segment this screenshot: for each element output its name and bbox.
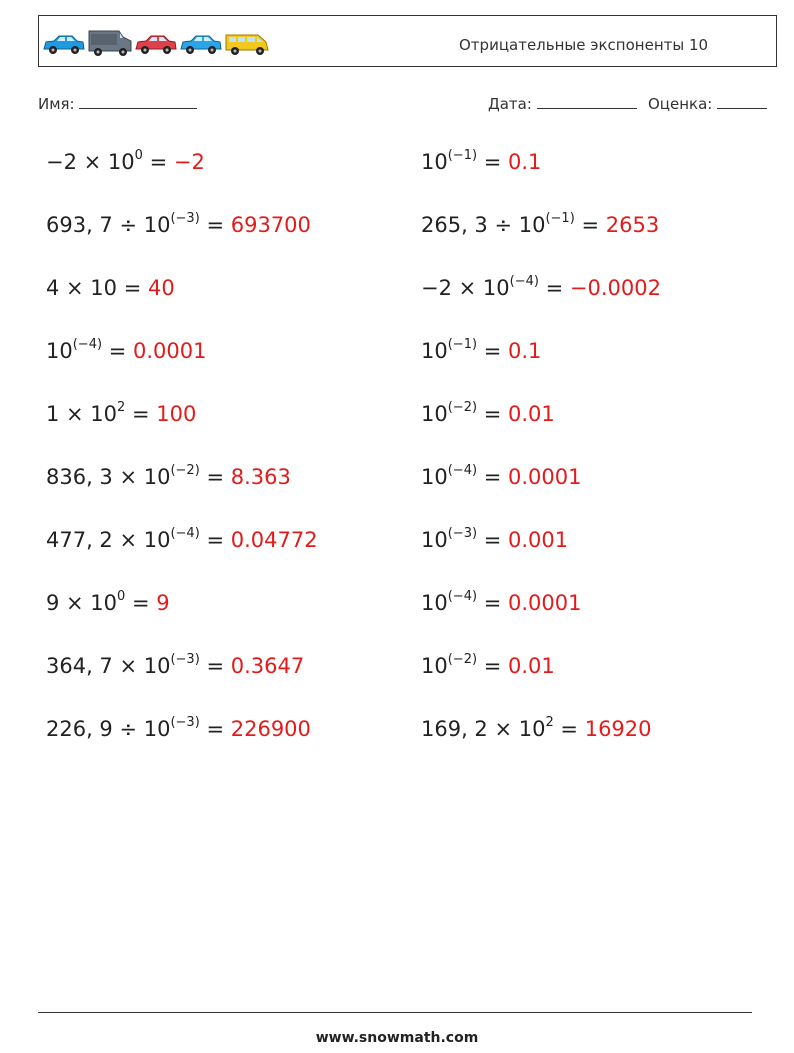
equals-sign: =: [477, 339, 508, 363]
problem-right-8: [421, 591, 581, 615]
problem-exponent: (−1): [447, 148, 478, 163]
problem-right-9: [421, 654, 555, 678]
problem-exponent: (−1): [447, 337, 478, 352]
equals-sign: =: [574, 213, 606, 237]
equals-sign: =: [199, 213, 231, 237]
problem-expression: −2 × 10: [421, 276, 510, 300]
problem-answer: 0.0001: [508, 465, 582, 489]
date-blank[interactable]: [537, 94, 637, 109]
problem-left-9: [46, 654, 304, 678]
problem-answer: 226900: [230, 717, 311, 741]
red-car-icon: [134, 27, 178, 57]
problem-left-7: [46, 528, 318, 552]
equals-sign: =: [125, 402, 157, 426]
problem-expression: 226, 9 ÷ 10: [46, 717, 171, 741]
problem-expression: −2 × 10: [46, 150, 135, 174]
equals-sign: =: [199, 528, 231, 552]
problem-left-6: [46, 465, 291, 489]
equals-sign: =: [117, 276, 148, 300]
equals-sign: =: [102, 339, 133, 363]
problem-left-1: [46, 150, 205, 174]
problem-right-4: [421, 339, 541, 363]
problem-expression: 693, 7 ÷ 10: [46, 213, 171, 237]
problem-expression: 477, 2 × 10: [46, 528, 171, 552]
footer-url: www.snowmath.com: [315, 1030, 479, 1046]
name-label: Имя:: [38, 95, 75, 113]
name-blank[interactable]: [79, 94, 197, 109]
equals-sign: =: [538, 276, 570, 300]
problem-exponent: 0: [117, 589, 126, 604]
problem-answer: 0.0001: [133, 339, 207, 363]
problem-left-5: [46, 402, 196, 426]
equals-sign: =: [553, 717, 585, 741]
problem-left-3: [46, 276, 175, 300]
problem-right-5: [421, 402, 555, 426]
problem-answer: 0.01: [508, 402, 555, 426]
problem-exponent: (−4): [170, 526, 200, 541]
problem-right-2: [421, 213, 659, 237]
equals-sign: =: [125, 591, 157, 615]
problem-exponent: 2: [117, 400, 126, 415]
problem-exponent: (−2): [447, 652, 478, 667]
problem-answer: 0.001: [508, 528, 569, 552]
equals-sign: =: [199, 717, 231, 741]
problem-exponent: (−4): [447, 589, 478, 604]
problem-exponent: (−4): [72, 337, 103, 352]
equals-sign: =: [477, 528, 508, 552]
equals-sign: =: [477, 402, 508, 426]
problem-exponent: (−1): [545, 211, 575, 226]
equals-sign: =: [477, 465, 508, 489]
problem-expression: 10: [421, 339, 448, 363]
header-box: [38, 15, 777, 67]
problem-expression: 4 × 10: [46, 276, 118, 300]
problem-expression: 10: [421, 591, 448, 615]
problem-answer: 0.04772: [230, 528, 318, 552]
problem-right-1: [421, 150, 541, 174]
problem-exponent: (−3): [170, 652, 200, 667]
problem-left-8: [46, 591, 170, 615]
problem-answer: 0.01: [508, 654, 555, 678]
equals-sign: =: [142, 150, 174, 174]
problem-expression: 1 × 10: [46, 402, 118, 426]
equals-sign: =: [199, 654, 231, 678]
date-field: [488, 94, 637, 113]
score-blank[interactable]: [717, 94, 767, 109]
gray-van-icon: [87, 27, 133, 57]
problem-answer: 0.3647: [230, 654, 305, 678]
problem-expression: 10: [421, 465, 448, 489]
worksheet-title: Отрицательные экспоненты 10: [459, 36, 709, 54]
problem-left-10: [46, 717, 311, 741]
blue-car-icon: [42, 27, 86, 57]
problem-answer: 2653: [605, 213, 660, 237]
problem-exponent: (−4): [509, 274, 539, 289]
problem-exponent: (−4): [447, 463, 478, 478]
problem-expression: 364, 7 × 10: [46, 654, 171, 678]
problem-answer: 8.363: [230, 465, 291, 489]
problem-answer: 16920: [584, 717, 652, 741]
problem-right-10: [421, 717, 652, 741]
problem-answer: −0.0002: [569, 276, 661, 300]
problem-expression: 10: [421, 528, 448, 552]
problem-answer: −2: [173, 150, 205, 174]
problem-answer: 40: [147, 276, 175, 300]
problem-answer: 0.1: [508, 339, 542, 363]
problem-expression: 10: [421, 150, 448, 174]
problem-exponent: (−3): [447, 526, 478, 541]
problem-right-6: [421, 465, 581, 489]
problem-answer: 0.1: [508, 150, 542, 174]
equals-sign: =: [477, 150, 508, 174]
problem-expression: 265, 3 ÷ 10: [421, 213, 546, 237]
problem-exponent: 0: [134, 148, 143, 163]
score-label: Оценка:: [648, 95, 713, 113]
equals-sign: =: [477, 654, 508, 678]
footer-rule: [38, 1012, 752, 1013]
problem-answer: 9: [156, 591, 170, 615]
problem-expression: 10: [421, 654, 448, 678]
problem-left-4: [46, 339, 206, 363]
blue-car-icon: [179, 27, 223, 57]
problem-exponent: (−2): [170, 463, 200, 478]
problem-answer: 0.0001: [508, 591, 582, 615]
problem-expression: 836, 3 × 10: [46, 465, 171, 489]
score-field: [648, 94, 767, 113]
problem-answer: 693700: [230, 213, 311, 237]
problem-expression: 169, 2 × 10: [421, 717, 546, 741]
problem-expression: 10: [421, 402, 448, 426]
problem-expression: 9 × 10: [46, 591, 118, 615]
problem-right-7: [421, 528, 568, 552]
name-field: [38, 94, 197, 113]
problem-expression: 10: [46, 339, 73, 363]
problem-exponent: 2: [545, 715, 554, 730]
date-label: Дата:: [488, 95, 532, 113]
problem-exponent: (−2): [447, 400, 478, 415]
equals-sign: =: [477, 591, 508, 615]
problem-exponent: (−3): [170, 715, 200, 730]
problem-right-3: [421, 276, 661, 300]
yellow-minibus-icon: [224, 27, 270, 57]
problem-left-2: [46, 213, 311, 237]
equals-sign: =: [199, 465, 231, 489]
problem-answer: 100: [156, 402, 197, 426]
problem-exponent: (−3): [170, 211, 200, 226]
